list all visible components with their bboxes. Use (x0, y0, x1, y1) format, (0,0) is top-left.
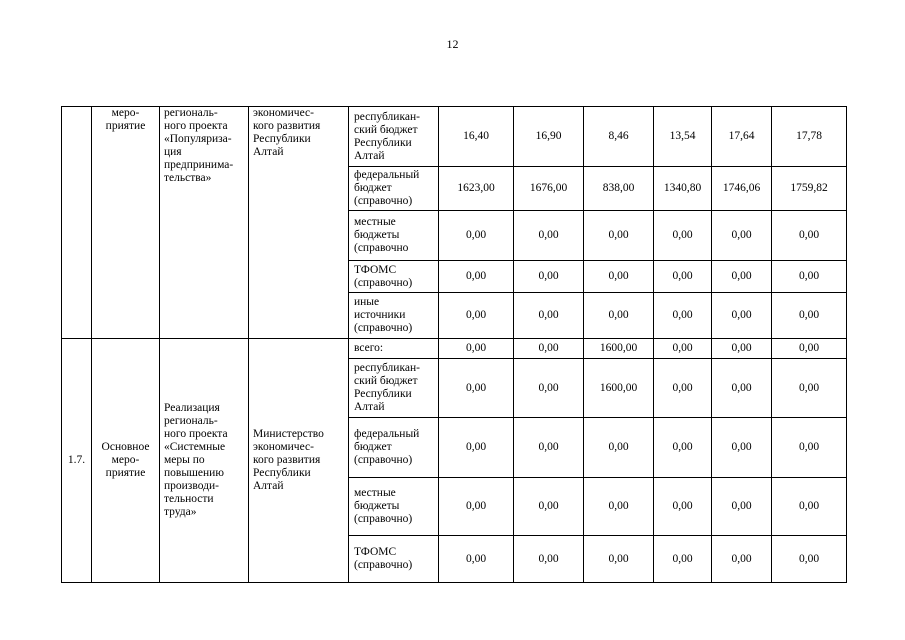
amount-cell: 0,00 (584, 418, 654, 478)
amount-cell: 0,00 (439, 478, 514, 536)
amount-cell: 0,00 (712, 261, 772, 293)
amount-cell: 0,00 (772, 211, 847, 261)
amount-cell: 0,00 (584, 261, 654, 293)
funding-source-cell (349, 107, 439, 167)
amount-cell: 1676,00 (514, 167, 584, 211)
amount-cell: 0,00 (772, 478, 847, 536)
funding-source-label: всего: (354, 342, 384, 354)
amount-cell: 0,00 (514, 418, 584, 478)
amount-cell: 8,46 (584, 107, 654, 167)
amount-cell: 0,00 (439, 261, 514, 293)
amount-cell: 0,00 (514, 536, 584, 583)
amount-cell: 0,00 (712, 211, 772, 261)
funding-source-label: ТФОМС (справочно) (354, 546, 413, 571)
amount-cell: 0,00 (712, 293, 772, 339)
amount-cell: 0,00 (772, 293, 847, 339)
amount-cell: 13,54 (654, 107, 712, 167)
measure-number-cell-text: 1.7. (67, 454, 86, 466)
amount-cell: 0,00 (584, 536, 654, 583)
funding-source-cell (349, 536, 439, 583)
amount-cell: 0,00 (584, 478, 654, 536)
amount-cell: 0,00 (514, 478, 584, 536)
amount-cell: 0,00 (654, 339, 712, 359)
amount-cell: 1623,00 (439, 167, 514, 211)
amount-cell: 838,00 (584, 167, 654, 211)
amount-cell: 0,00 (514, 211, 584, 261)
measure-type-cell (92, 339, 160, 583)
executor-cell-text: экономичес- кого развития Республики Алтай (253, 107, 321, 158)
amount-cell: 0,00 (584, 211, 654, 261)
budget-table-body (62, 107, 847, 583)
amount-cell: 0,00 (712, 339, 772, 359)
amount-cell: 16,40 (439, 107, 514, 167)
funding-source-label: республикан- ский бюджет Республики Алтай (354, 362, 420, 413)
measure-name-cell (160, 339, 249, 583)
measure-number-cell (62, 339, 92, 583)
amount-cell: 0,00 (654, 261, 712, 293)
amount-cell: 0,00 (439, 339, 514, 359)
executor-cell-text: Министерство экономичес- кого развития Республики Алтай (253, 428, 324, 492)
amount-cell: 0,00 (514, 339, 584, 359)
table-row (62, 339, 847, 359)
funding-source-label: местные бюджеты (справочно) (354, 487, 413, 525)
amount-cell: 0,00 (439, 418, 514, 478)
measure-name-cell-text: Реализация региональ- ного проекта «Системные меры по повышению производи- тельности труда» (164, 402, 228, 518)
amount-cell: 0,00 (439, 536, 514, 583)
funding-source-cell (349, 261, 439, 293)
amount-cell: 0,00 (712, 359, 772, 418)
amount-cell: 0,00 (654, 536, 712, 583)
funding-source-label: республикан- ский бюджет Республики Алтай (354, 110, 420, 162)
funding-source-cell (349, 211, 439, 261)
amount-cell: 1340,80 (654, 167, 712, 211)
amount-cell: 0,00 (712, 478, 772, 536)
funding-source-cell (349, 293, 439, 339)
amount-cell: 0,00 (772, 261, 847, 293)
amount-cell: 17,64 (712, 107, 772, 167)
funding-source-label: ТФОМС (справочно) (354, 263, 413, 289)
amount-cell: 1746,06 (712, 167, 772, 211)
funding-source-label: местные бюджеты (справочно (354, 216, 409, 254)
page-number: 12 (446, 37, 459, 51)
table-row (62, 107, 847, 167)
funding-source-label: федеральный бюджет (справочно) (354, 428, 420, 466)
amount-cell: 0,00 (514, 293, 584, 339)
amount-cell: 0,00 (772, 339, 847, 359)
funding-source-cell (349, 418, 439, 478)
amount-cell: 1600,00 (584, 339, 654, 359)
measure-name-cell-text: региональ- ного проекта «Популяриза- ция предпринима- тельства» (164, 107, 234, 184)
amount-cell: 0,00 (772, 359, 847, 418)
funding-source-cell (349, 339, 439, 359)
funding-source-label: федеральный бюджет (справочно) (354, 169, 420, 207)
amount-cell: 0,00 (772, 418, 847, 478)
measure-type-cell (92, 107, 160, 339)
measure-number-cell (62, 107, 92, 339)
amount-cell: 0,00 (712, 536, 772, 583)
amount-cell: 1759,82 (772, 167, 847, 211)
funding-source-label: иные источники (справочно) (354, 296, 413, 334)
amount-cell: 0,00 (772, 536, 847, 583)
amount-cell: 0,00 (439, 359, 514, 418)
funding-source-cell (349, 167, 439, 211)
budget-table (61, 106, 847, 583)
amount-cell: 0,00 (654, 293, 712, 339)
amount-cell: 0,00 (654, 211, 712, 261)
amount-cell: 0,00 (514, 359, 584, 418)
amount-cell: 0,00 (654, 478, 712, 536)
measure-type-cell-text: меро- приятие (105, 107, 146, 132)
amount-cell: 0,00 (439, 293, 514, 339)
amount-cell: 0,00 (439, 211, 514, 261)
amount-cell: 0,00 (514, 261, 584, 293)
funding-source-cell (349, 478, 439, 536)
amount-cell: 0,00 (654, 418, 712, 478)
executor-cell (249, 339, 349, 583)
amount-cell: 17,78 (772, 107, 847, 167)
amount-cell: 1600,00 (584, 359, 654, 418)
measure-name-cell (160, 107, 249, 339)
amount-cell: 0,00 (584, 293, 654, 339)
funding-source-cell (349, 359, 439, 418)
amount-cell: 0,00 (654, 359, 712, 418)
amount-cell: 16,90 (514, 107, 584, 167)
executor-cell (249, 107, 349, 339)
measure-type-cell-text: Основное меро- приятие (101, 441, 150, 479)
amount-cell: 0,00 (712, 418, 772, 478)
